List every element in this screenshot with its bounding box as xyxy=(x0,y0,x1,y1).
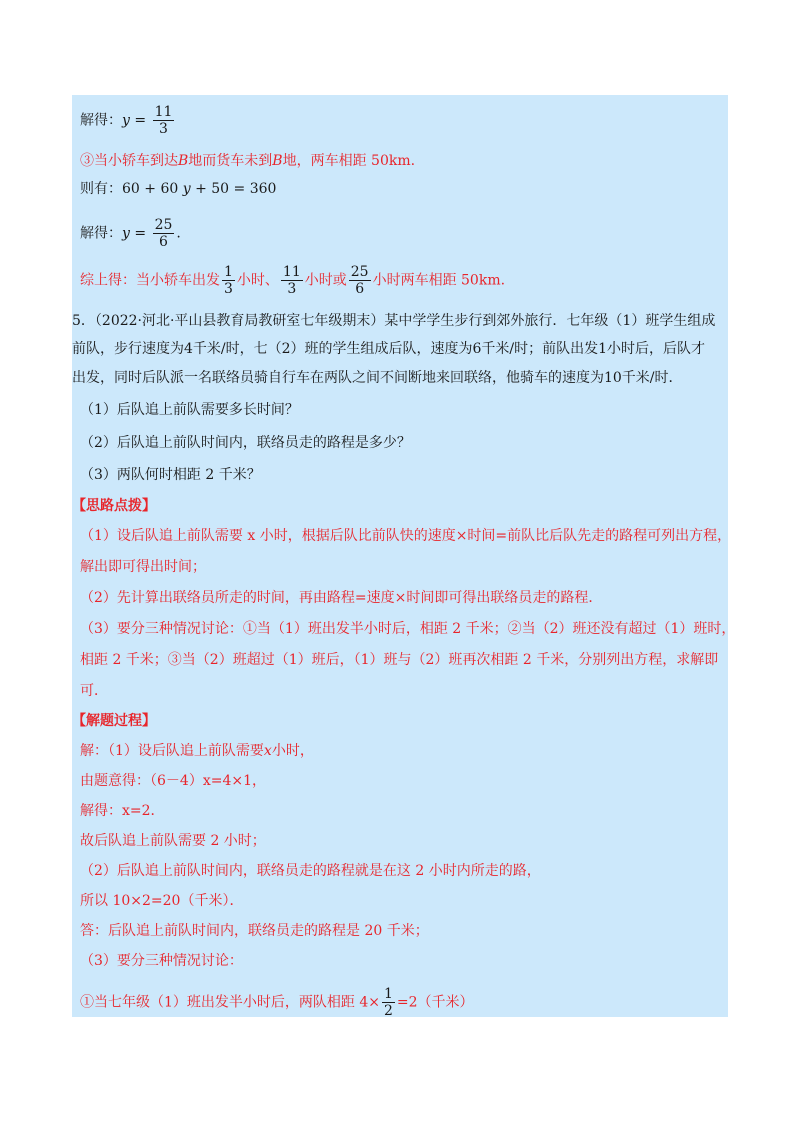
expr-right: + 50 = 360 xyxy=(190,181,277,197)
summary-text-c: 小时或 xyxy=(304,272,347,289)
summary-text-d: 小时两车相距 50km. xyxy=(372,272,506,289)
case-3-statement xyxy=(80,152,415,170)
hint-1-line-2: 解出即可得出时间； xyxy=(80,559,206,575)
problem-5-line-3: 出发，同时后队派一名联络员骑自行车在两队之间不间断地来回联络，他骑车的速度为10千米/时． xyxy=(72,370,683,386)
solution-step-2: 由题意得：（6－4）x=4×1， xyxy=(80,773,266,789)
solution-step-9-text-a: ①当七年级（1）班出发半小时后，两队相距 4× xyxy=(80,994,380,1011)
hint-3-line-3: 可． xyxy=(80,683,108,699)
fraction-11-3 xyxy=(281,264,303,297)
expr-left: 60 + 60 xyxy=(122,181,183,197)
denominator: 6 xyxy=(355,281,365,297)
solution-step-4: 故后队追上前队需要 2 小时； xyxy=(80,833,266,849)
denominator: 2 xyxy=(384,1003,393,1019)
denominator: 6 xyxy=(159,234,168,250)
point-b: B xyxy=(272,153,283,169)
summary-text-b: 小时、 xyxy=(236,272,279,289)
numerator: 1 xyxy=(224,264,233,280)
period: . xyxy=(176,225,181,242)
question-2: （2）后队追上前队时间内，联络员走的路程是多少？ xyxy=(80,435,411,451)
solution-step-8: （3）要分三种情况讨论： xyxy=(80,953,243,969)
label-zeyou: 则有： xyxy=(80,181,122,197)
equals: = xyxy=(129,225,151,242)
solution-heading: 【解题过程】 xyxy=(72,713,156,729)
case-3-text-c: 地而货车未到 xyxy=(188,153,273,169)
fraction-25-6 xyxy=(153,217,175,250)
solution-step-9 xyxy=(80,986,474,1019)
label-jiede: 解得： xyxy=(80,112,122,129)
hint-2: （2）先计算出联络员所走的时间，再由路程=速度×时间即可得出联络员走的路程． xyxy=(80,590,603,606)
solution-step-5: （2）后队追上前队时间内，联络员走的路程就是在这 2 小时内所走的路， xyxy=(80,863,541,879)
solution-y-11-3 xyxy=(80,104,176,137)
numerator: 1 xyxy=(384,986,393,1002)
question-1: （1）后队追上前队需要多长时间？ xyxy=(80,402,299,418)
question-3: （3）两队何时相距 2 千米？ xyxy=(80,467,261,483)
var-y: y xyxy=(182,181,191,197)
numerator: 11 xyxy=(154,104,173,120)
numerator: 11 xyxy=(282,264,301,280)
label-jiede: 解得： xyxy=(80,225,122,242)
fraction-25-6 xyxy=(349,264,371,297)
denominator: 3 xyxy=(224,281,233,297)
numerator: 25 xyxy=(350,264,369,280)
denominator: 3 xyxy=(159,121,168,137)
var-x: x xyxy=(263,743,272,759)
fraction-1-3 xyxy=(222,264,235,297)
solution-step-1-text-a: 解：（1）设后队追上前队需要 xyxy=(80,743,264,759)
case-3-text-e: 地，两车相距 50km. xyxy=(282,153,416,169)
hint-3-line-1: （3）要分三种情况讨论：①当（1）班出发半小时后，相距 2 千米；②当（2）班还没有超过（1）班时， xyxy=(80,621,736,637)
var-y: y xyxy=(122,225,130,242)
numerator: 25 xyxy=(154,217,173,233)
solution-step-6: 所以 10×2=20（千米）． xyxy=(80,893,244,909)
problem-5-line-2: 前队，步行速度为4千米/时，七（2）班的学生组成后队，速度为6千米/时；前队出发1小时后，后队才 xyxy=(72,341,706,357)
problem-5-line-1: 5．（2022·河北·平山县教育局教研室七年级期末）某中学学生步行到郊外旅行．七年级（1）班学生组成 xyxy=(72,313,716,329)
equals: = xyxy=(129,112,151,129)
solution-y-25-6 xyxy=(80,217,181,250)
hint-heading: 【思路点拨】 xyxy=(72,498,156,514)
solution-step-1 xyxy=(80,742,314,760)
hint-1-line-1: （1）设后队追上前队需要 x 小时，根据后队比前队快的速度×时间=前队比后队先走的路程可列出方程， xyxy=(80,528,732,544)
hint-3-line-2: 相距 2 千米；③当（2）班超过（1）班后，（1）班与（2）班再次相距 2 千米，分别列出方程，求解即 xyxy=(80,652,719,668)
summary-line xyxy=(80,264,505,297)
solution-step-9-text-b: =2（千米） xyxy=(396,994,474,1011)
summary-text-a: 综上得：当小轿车出发 xyxy=(80,272,220,289)
solution-step-7: 答：后队追上前队时间内，联络员走的路程是 20 千米； xyxy=(80,923,429,939)
fraction-11-3 xyxy=(153,104,175,137)
denominator: 3 xyxy=(287,281,297,297)
equation-line xyxy=(80,180,276,198)
point-b: B xyxy=(178,153,189,169)
solution-step-3: 解得：x=2． xyxy=(80,803,165,819)
var-y: y xyxy=(122,112,130,129)
solution-step-1-text-b: 小时， xyxy=(271,743,314,759)
fraction-1-2 xyxy=(382,986,395,1019)
case-3-text-a: ③当小轿车到达 xyxy=(80,153,178,169)
